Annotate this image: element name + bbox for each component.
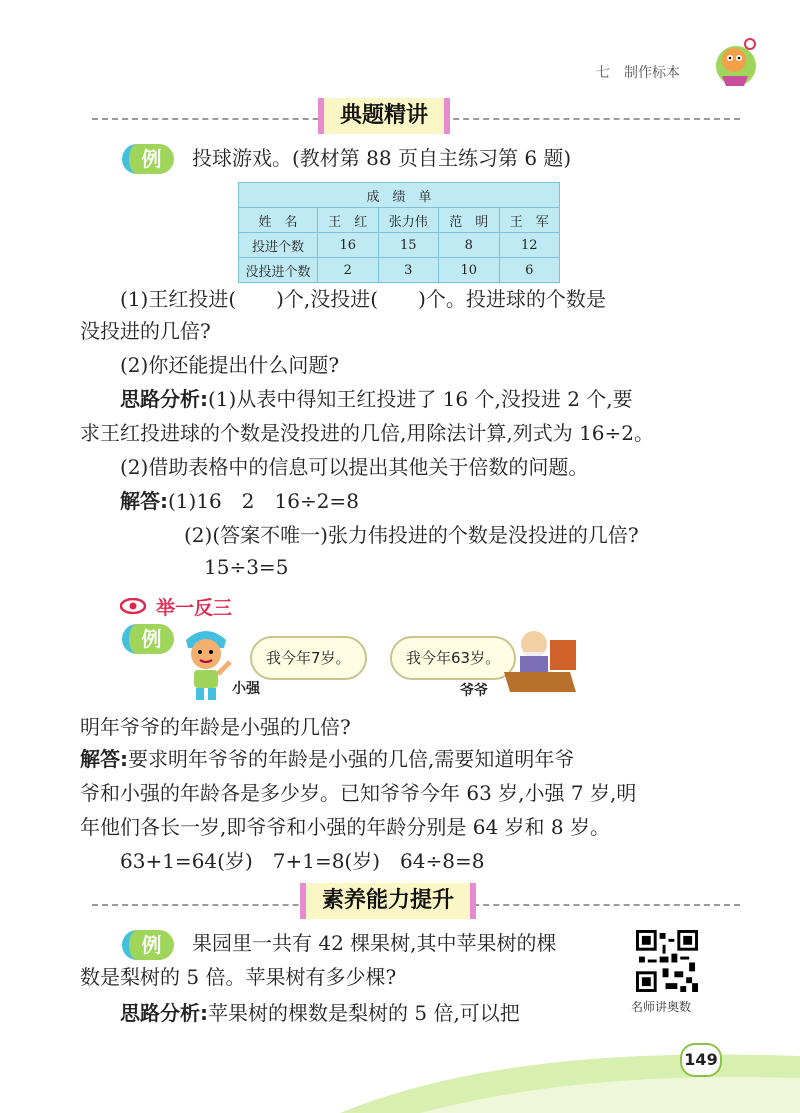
answer-line4: 63+1=64(岁) 7+1=8(岁) 64÷8=8 [120,849,485,873]
answer-label: 解答: [120,489,168,513]
analysis-line1: 思路分析:苹果树的棵数是梨树的 5 倍,可以把 [120,1001,520,1025]
question-1-line1: (1)王红投进( )个,没投进( )个。投进球的个数是 [120,287,606,311]
grandpa-illustration-icon [500,626,580,698]
answer-line1: 解答:(1)16 2 16÷2=8 [120,489,359,513]
boy-illustration-icon [178,626,234,704]
analysis-line1: 思路分析:(1)从表中得知王红投进了 16 个,没投进 2 个,要 [120,387,633,411]
chapter-title: 七 制作标本 [596,65,680,81]
name-label: 小强 [232,681,260,697]
mascot-icon [712,36,760,88]
bottom-wave-decoration [0,1030,800,1113]
answer-line2: 爷和小强的年龄各是多少岁。已知爷爷今年 63 岁,小强 7 岁,明 [80,781,637,805]
problem-line1: 果园里一共有 42 棵果树,其中苹果树的棵 [192,931,557,955]
speech-bubble: 我今年7岁。 [250,636,367,680]
answer-label: 解答: [80,747,128,771]
analysis-label: 思路分析: [120,1001,208,1025]
example-badge: 例 [122,930,174,960]
section-heading: 典题精讲 [318,98,450,134]
analysis-line2: 求王红投进球的个数是没投进的几倍,用除法计算,列式为 16÷2。 [80,421,655,445]
example-badge: 例 [122,624,174,654]
question-1-line2: 没投进的几倍? [80,319,211,343]
qr-caption: 名师讲奥数 [631,1000,692,1014]
answer-line2: (2)(答案不唯一)张力伟投进的个数是没投进的几倍? [184,523,639,547]
table-row: 投进个数 16 15 8 12 [239,233,560,258]
question-text: 明年爷爷的年龄是小强的几倍? [80,715,351,739]
answer-line1: 解答:要求明年爷爷的年龄是小强的几倍,需要知道明年爷 [80,747,575,771]
section-heading: 素养能力提升 [300,883,476,919]
qr-code-icon[interactable] [636,930,698,992]
table-row: 姓 名 王 红 张力伟 范 明 王 军 [239,208,560,233]
practice-heading: 举一反三 [156,597,233,619]
table-caption: 成 绩 单 [239,183,560,208]
answer-line3: 15÷3=5 [204,555,289,579]
example-badge: 例 [122,144,174,174]
problem-line2: 数是梨树的 5 倍。苹果树有多少棵? [80,965,397,989]
name-label: 爷爷 [460,683,488,699]
answer-line3: 年他们各长一岁,即爷爷和小强的年龄分别是 64 岁和 8 岁。 [80,815,610,839]
problem-text: 投球游戏。(教材第 88 页自主练习第 6 题) [192,146,572,170]
table-row: 没投进个数 2 3 10 6 [239,258,560,283]
score-table [238,182,560,283]
page-number: 149 [680,1043,722,1077]
speech-bubble: 我今年63岁。 [390,636,516,680]
analysis-label: 思路分析: [120,387,208,411]
analysis-line3: (2)借助表格中的信息可以提出其他关于倍数的问题。 [120,455,589,479]
eye-icon [120,598,146,614]
question-2: (2)你还能提出什么问题? [120,353,340,377]
